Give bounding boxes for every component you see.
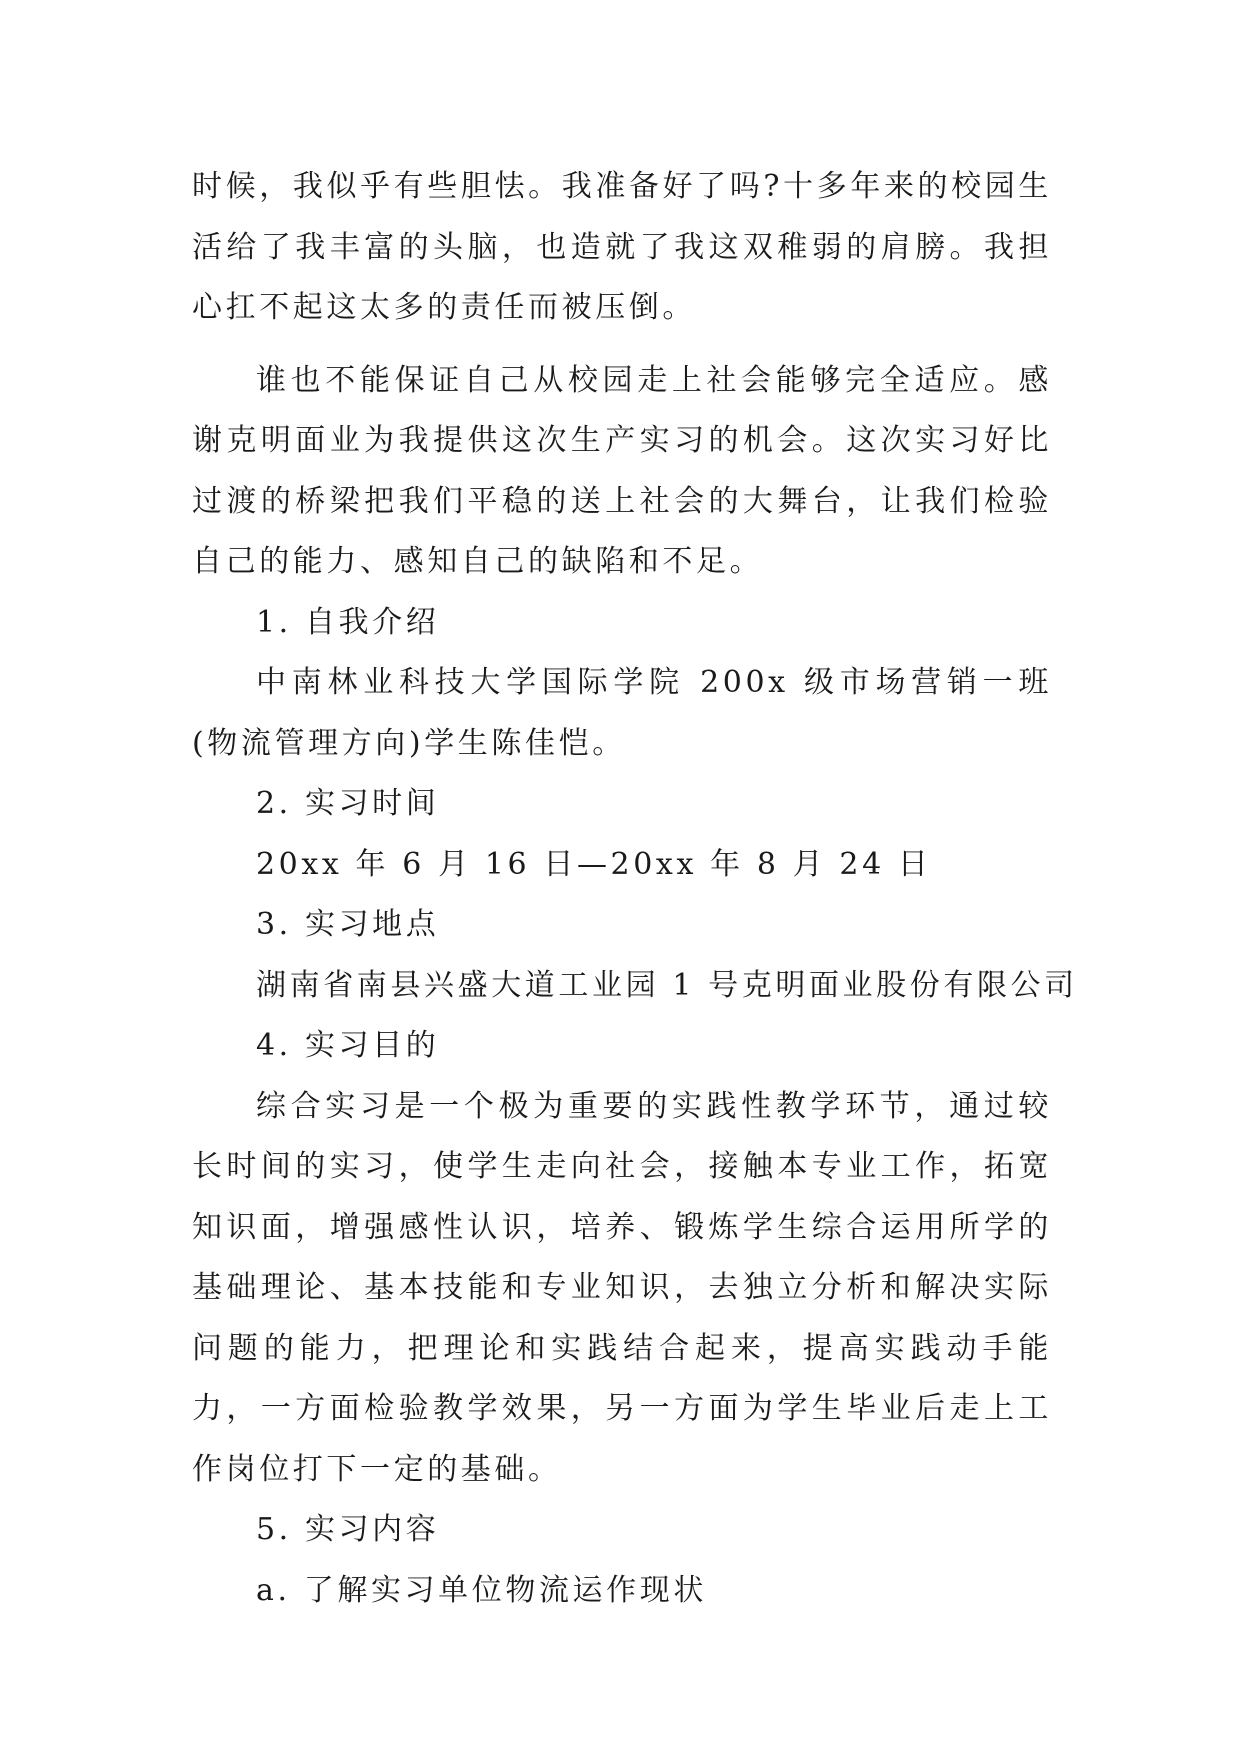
section-text-time: 20xx 年 6 月 16 日—20xx 年 8 月 24 日 [256,846,932,882]
section-heading-place: 3. 实习地点 [256,907,440,942]
section-heading-purpose: 4. 实习目的 [256,1028,440,1063]
section-heading-content: 5. 实习内容 [256,1512,440,1547]
section-text-purpose: 综合实习是一个极为重要的实践性教学环节，通过较长时间的实习，使学生走向社会，接触本专业工作，拓宽知识面，增强感性认识，培养、锻炼学生综合运用所学的基础理论、基本技能和专业知识，去独立分析和解决实际问题的能力，把理论和实践结合起来，提高实践动手能力，一方面检验教学效果，另一方面为学生毕业后走上工作岗位打下一定的基础。 [192,1088,1052,1487]
section-text-self-intro: 中南林业科技大学国际学院 200x 级市场营销一班(物流管理方向)学生陈佳恺。 [192,665,1052,761]
section-heading-self-intro: 1. 自我介绍 [256,604,440,640]
section-item-a: a. 了解实习单位物流运作现状 [256,1572,707,1608]
paragraph-thanks: 谁也不能保证自己从校园走上社会能够完全适应。感谢克明面业为我提供这次生产实习的机会。这次实习好比过渡的桥梁把我们平稳的送上社会的大舞台，让我们检验自己的能力、感知自己的缺陷和不足。 [192,362,1052,579]
section-heading-time: 2. 实习时间 [256,786,440,821]
paragraph-intro-continued: 时候，我似乎有些胆怯。我准备好了吗?十多年来的校园生活给了我丰富的头脑，也造就了我这双稚弱的肩膀。我担心扛不起这太多的责任而被压倒。 [192,169,1052,325]
document-body [192,157,1078,1621]
section-text-place: 湖南省南县兴盛大道工业园 1 号克明面业股份有限公司 [256,967,1078,1003]
